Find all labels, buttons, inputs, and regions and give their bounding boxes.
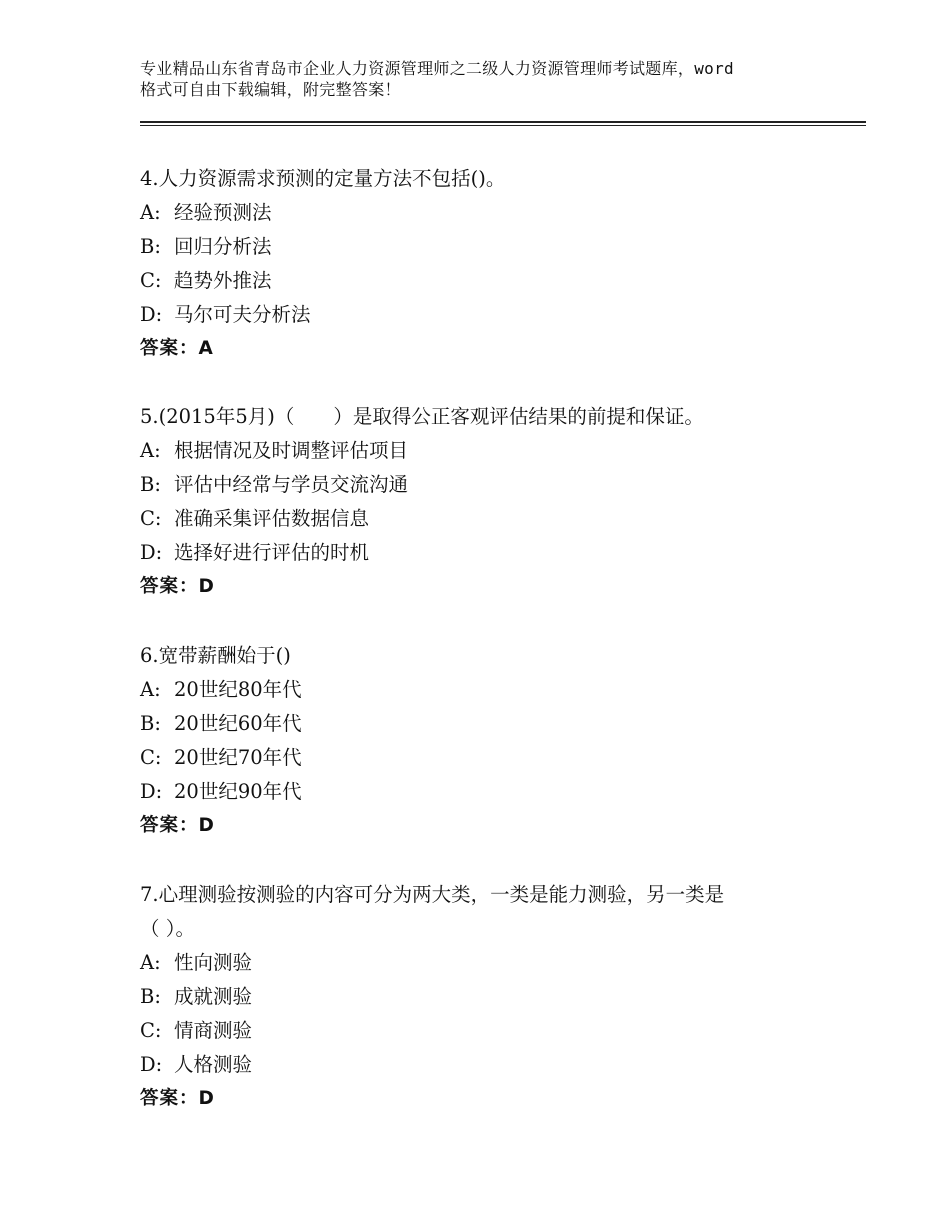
option-text: 20世纪80年代 xyxy=(174,678,302,701)
option-c xyxy=(140,741,840,775)
option-text: 准确采集评估数据信息 xyxy=(174,507,370,530)
option-key: A: xyxy=(140,678,161,701)
question-4 xyxy=(140,162,840,366)
option-key: D: xyxy=(140,541,163,564)
option-key: C: xyxy=(140,507,162,530)
option-c xyxy=(140,264,840,298)
option-text: 情商测验 xyxy=(174,1019,253,1042)
option-key: B: xyxy=(140,985,161,1008)
option-key: A: xyxy=(140,439,161,462)
header-line-1: 专业精品山东省青岛市企业人力资源管理师之二级人力资源管理师考试题库，word xyxy=(140,59,734,78)
option-text: 性向测验 xyxy=(174,951,253,974)
option-c xyxy=(140,502,840,536)
question-stem-continued: （ ）。 xyxy=(140,917,195,940)
document-header xyxy=(140,58,840,100)
question-stem: 4.人力资源需求预测的定量方法不包括()。 xyxy=(140,167,506,190)
option-d xyxy=(140,1048,840,1082)
question-5 xyxy=(140,400,840,604)
option-key: D: xyxy=(140,780,163,803)
option-text: 20世纪60年代 xyxy=(174,712,302,735)
question-stem: 6.宽带薪酬始于() xyxy=(140,644,291,667)
option-b xyxy=(140,980,840,1014)
option-d xyxy=(140,536,840,570)
option-d xyxy=(140,298,840,332)
header-rule-thin xyxy=(140,125,866,126)
option-b xyxy=(140,468,840,502)
option-c xyxy=(140,1014,840,1048)
option-text: 评估中经常与学员交流沟通 xyxy=(174,473,409,496)
option-text: 人格测验 xyxy=(174,1053,253,1076)
option-b xyxy=(140,230,840,264)
option-text: 选择好进行评估的时机 xyxy=(174,541,370,564)
option-a xyxy=(140,673,840,707)
answer-label: 答案：A xyxy=(140,338,214,359)
question-stem: 5.(2015年5月)（ ）是取得公正客观评估结果的前提和保证。 xyxy=(140,405,704,428)
option-text: 趋势外推法 xyxy=(174,269,272,292)
option-key: A: xyxy=(140,951,161,974)
option-text: 经验预测法 xyxy=(174,201,272,224)
option-key: B: xyxy=(140,712,161,735)
answer-label: 答案：D xyxy=(140,815,215,836)
option-a xyxy=(140,196,840,230)
option-text: 成就测验 xyxy=(174,985,253,1008)
question-stem: 7.心理测验按测验的内容可分为两大类，一类是能力测验，另一类是 xyxy=(140,883,725,906)
header-line-2: 格式可自由下载编辑，附完整答案！ xyxy=(140,80,401,99)
option-text: 20世纪90年代 xyxy=(174,780,302,803)
question-6 xyxy=(140,639,840,843)
answer-label: 答案：D xyxy=(140,1088,215,1109)
option-text: 回归分析法 xyxy=(174,235,272,258)
option-key: C: xyxy=(140,1019,162,1042)
option-key: C: xyxy=(140,269,162,292)
option-key: D: xyxy=(140,1053,163,1076)
option-key: C: xyxy=(140,746,162,769)
answer-label: 答案：D xyxy=(140,576,215,597)
option-text: 20世纪70年代 xyxy=(174,746,302,769)
option-key: D: xyxy=(140,303,163,326)
option-a xyxy=(140,946,840,980)
header-rule-thick xyxy=(140,121,866,123)
option-key: B: xyxy=(140,473,161,496)
option-key: A: xyxy=(140,201,161,224)
option-b xyxy=(140,707,840,741)
option-text: 马尔可夫分析法 xyxy=(174,303,311,326)
option-key: B: xyxy=(140,235,161,258)
option-a xyxy=(140,434,840,468)
option-text: 根据情况及时调整评估项目 xyxy=(174,439,409,462)
question-7 xyxy=(140,878,840,1116)
option-d xyxy=(140,775,840,809)
